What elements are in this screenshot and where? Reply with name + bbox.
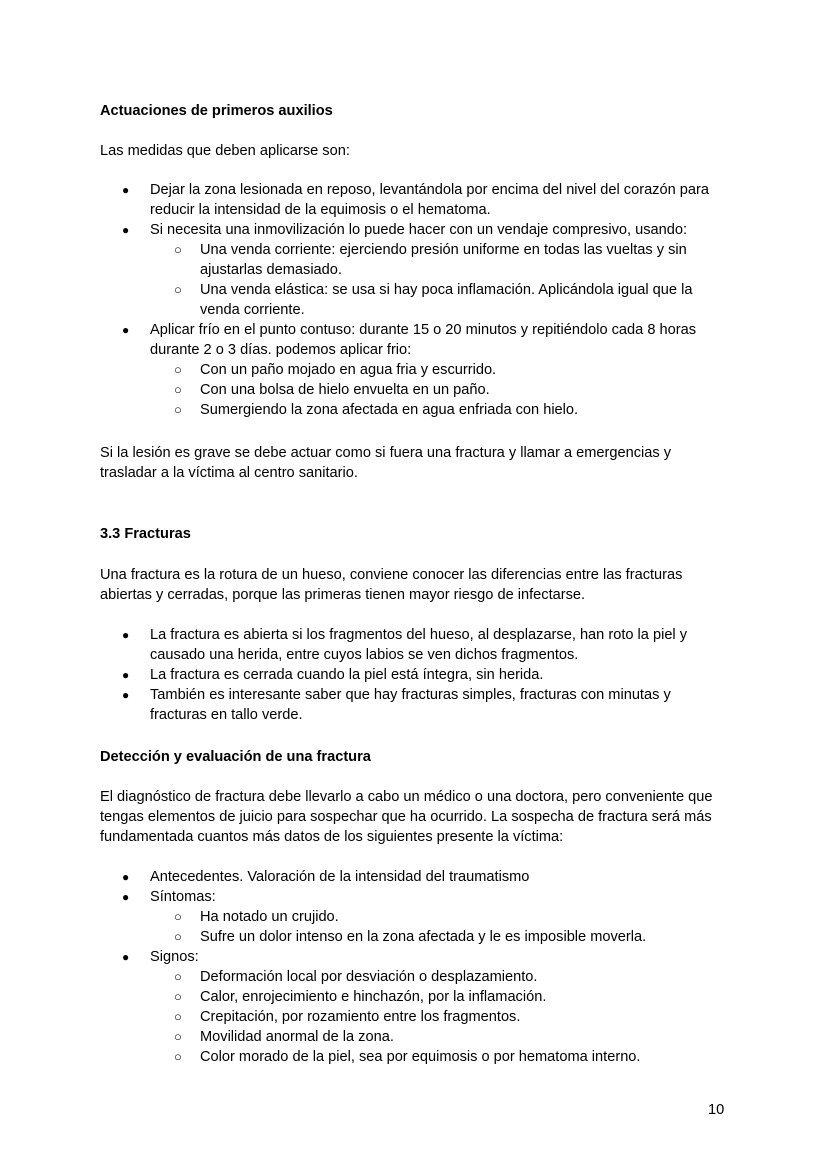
sub-list-item: ○ Una venda elástica: se usa si hay poca inflamación. Aplicándola igual que la venda corriente. bbox=[174, 282, 693, 318]
list-item: ● También es interesante saber que hay fracturas simples, fracturas con minutas y fracturas en tallo verde. bbox=[122, 687, 671, 723]
sub-bullet-marker: ○ bbox=[174, 1029, 182, 1044]
page-number: 10 bbox=[708, 1102, 725, 1118]
list-item: ● Signos: bbox=[122, 949, 199, 965]
intro-paragraph-1: Las medidas que deben aplicarse son: bbox=[100, 143, 350, 159]
heading-fracturas: 3.3 Fracturas bbox=[100, 526, 191, 542]
bullet-marker: ● bbox=[122, 628, 130, 642]
bullet-marker: ● bbox=[122, 950, 130, 964]
sub-bullet-marker: ○ bbox=[174, 282, 182, 297]
sub-list-item: ○ Con un paño mojado en agua fria y escurrido. bbox=[174, 362, 497, 378]
bullet-list-1 bbox=[100, 180, 730, 420]
bullet-marker: ● bbox=[122, 688, 130, 702]
sub-bullet-marker: ○ bbox=[174, 909, 182, 924]
sub-list-item: ○ Con una bolsa de hielo envuelta en un paño. bbox=[174, 382, 490, 398]
bullet-marker: ● bbox=[122, 668, 130, 682]
sub-list-item: ○ Ha notado un crujido. bbox=[174, 909, 339, 925]
sub-list-item: ○ Color morado de la piel, sea por equimosis o por hematoma interno. bbox=[174, 1049, 641, 1065]
bullet-marker: ● bbox=[122, 890, 130, 904]
bullet-marker: ● bbox=[122, 323, 130, 337]
bullet-marker: ● bbox=[122, 183, 130, 197]
list-item: ● La fractura es cerrada cuando la piel está íntegra, sin herida. bbox=[122, 667, 544, 683]
sub-list-item: ○ Crepitación, por rozamiento entre los fragmentos. bbox=[174, 1009, 521, 1025]
sub-bullet-marker: ○ bbox=[174, 1049, 182, 1064]
sub-list-item: ○ Deformación local por desviación o desplazamiento. bbox=[174, 969, 538, 985]
list-item: ● Aplicar frío en el punto contuso: durante 15 o 20 minutos y repitiéndolo cada 8 horas durante 2 o 3 días. podemos aplicar frio: bbox=[122, 322, 696, 358]
intro-paragraph-2: Una fractura es la rotura de un hueso, conviene conocer las diferencias entre las fracturas abiertas y cerradas, porque las primeras tienen mayor riesgo de infectarse. bbox=[100, 567, 683, 603]
sub-bullet-marker: ○ bbox=[174, 929, 182, 944]
sub-bullet-marker: ○ bbox=[174, 362, 182, 377]
heading-deteccion: Detección y evaluación de una fractura bbox=[100, 749, 371, 765]
sub-list-item: ○ Movilidad anormal de la zona. bbox=[174, 1029, 394, 1045]
sub-bullet-marker: ○ bbox=[174, 969, 182, 984]
list-item: ● Si necesita una inmovilización lo puede hacer con un vendaje compresivo, usando: bbox=[122, 222, 688, 238]
list-item: ● Síntomas: bbox=[122, 889, 216, 905]
sub-list-item: ○ Una venda corriente: ejerciendo presión uniforme en todas las vueltas y sin ajustarlas demasiado. bbox=[174, 242, 687, 278]
bullet-marker: ● bbox=[122, 870, 130, 884]
heading-primeros-auxilios: Actuaciones de primeros auxilios bbox=[100, 103, 333, 119]
list-item: ● Dejar la zona lesionada en reposo, levantándola por encima del nivel del corazón para reducir la intensidad de la equimosis o el hematoma. bbox=[122, 182, 709, 218]
intro-paragraph-3: El diagnóstico de fractura debe llevarlo a cabo un médico o una doctora, pero conveniente que tengas elementos de juicio para sospechar que ha ocurrido. La sospecha de fractura será más fundamentada cuantos más datos de los siguientes presente la víctima: bbox=[100, 789, 713, 845]
sub-bullet-marker: ○ bbox=[174, 989, 182, 1004]
bullet-list-2 bbox=[100, 625, 730, 725]
bullet-list-3 bbox=[100, 867, 730, 1067]
sub-list-item: ○ Calor, enrojecimiento e hinchazón, por la inflamación. bbox=[174, 989, 547, 1005]
sub-bullet-marker: ○ bbox=[174, 402, 182, 417]
list-item: ● Antecedentes. Valoración de la intensidad del traumatismo bbox=[122, 869, 530, 885]
sub-list-item: ○ Sufre un dolor intenso en la zona afectada y le es imposible moverla. bbox=[174, 929, 647, 945]
sub-bullet-marker: ○ bbox=[174, 1009, 182, 1024]
bullet-marker: ● bbox=[122, 223, 130, 237]
list-item: ● La fractura es abierta si los fragmentos del hueso, al desplazarse, han roto la piel y causado una herida, entre cuyos labios se ven dichos fragmentos. bbox=[122, 627, 688, 663]
sub-bullet-marker: ○ bbox=[174, 242, 182, 257]
sub-bullet-marker: ○ bbox=[174, 382, 182, 397]
closing-paragraph-1: Si la lesión es grave se debe actuar como si fuera una fractura y llamar a emergencias y trasladar a la víctima al centro sanitario. bbox=[100, 445, 672, 481]
sub-list-item: ○ Sumergiendo la zona afectada en agua enfriada con hielo. bbox=[174, 402, 579, 418]
